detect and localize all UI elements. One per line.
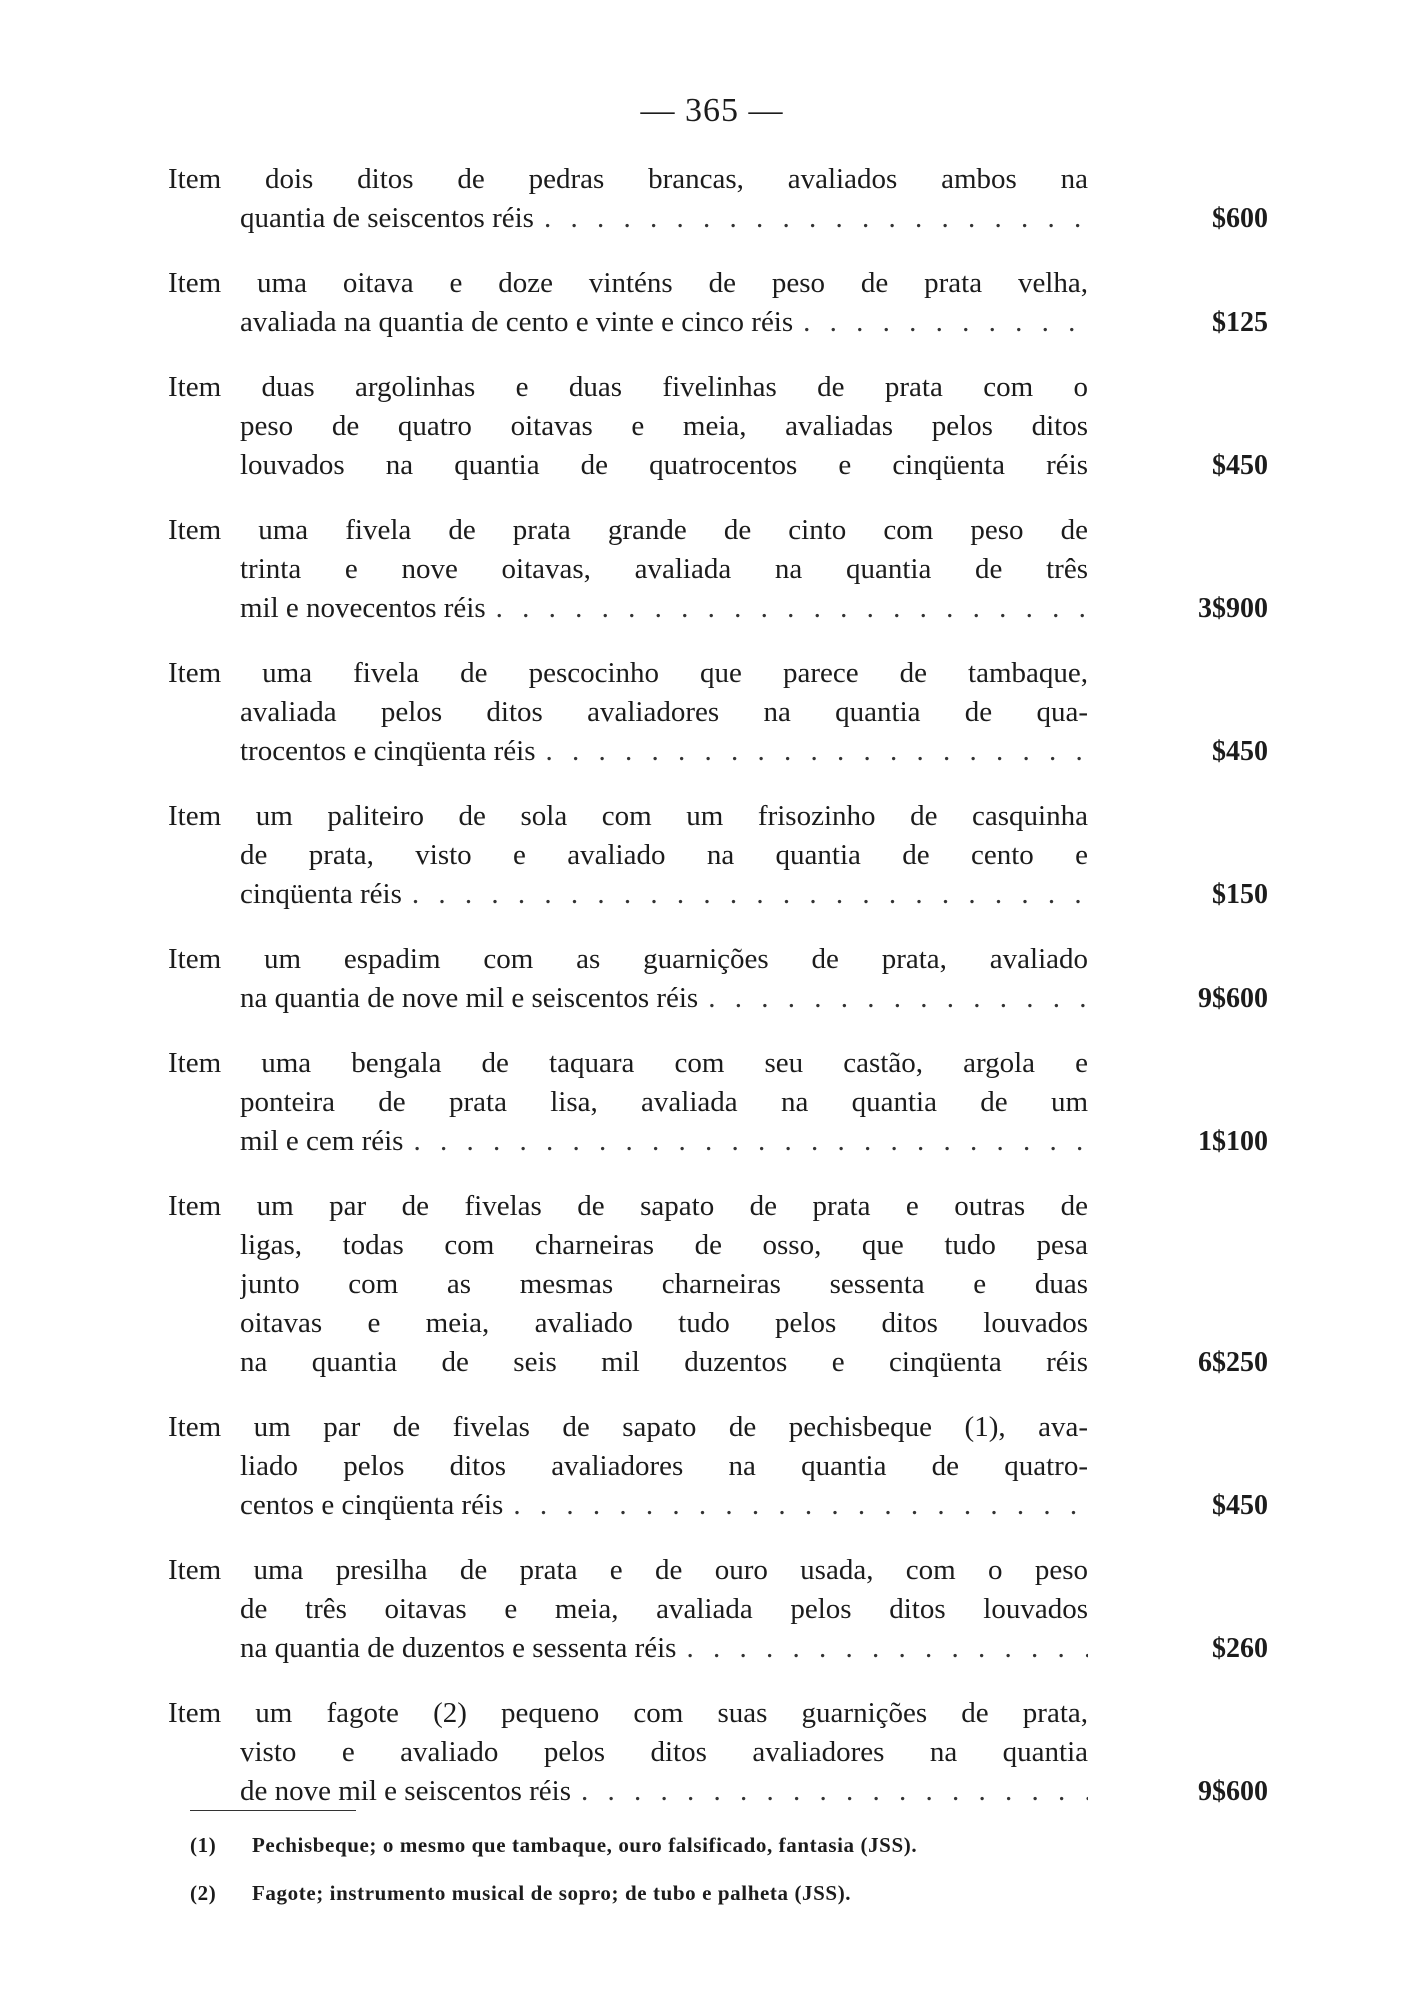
item-text: de prata, visto e avaliado na quantia de cento e xyxy=(240,839,1088,871)
item-text-line xyxy=(168,875,1088,914)
inventory-item xyxy=(168,1408,1268,1525)
item-text-line xyxy=(168,303,1088,342)
item-text-line xyxy=(168,1772,1088,1811)
item-amount: $125 xyxy=(1212,307,1268,338)
item-amount: 1$100 xyxy=(1198,1126,1268,1157)
footnote-divider xyxy=(190,1810,356,1811)
item-text: mil e cem réis xyxy=(240,1125,404,1157)
item-text-line xyxy=(168,1187,1088,1226)
item-description xyxy=(168,511,1088,628)
item-text-line xyxy=(168,1343,1088,1382)
dot-leader xyxy=(496,589,1088,628)
item-text-line xyxy=(168,589,1088,628)
item-amount: 3$900 xyxy=(1198,593,1268,624)
item-text: avaliada na quantia de cento e vinte e cinco réis xyxy=(240,306,794,338)
item-amount: $260 xyxy=(1212,1633,1268,1664)
item-text: Item uma fivela de prata grande de cinto com peso de xyxy=(168,514,1088,546)
item-text: trocentos e cinqüenta réis xyxy=(240,735,536,767)
item-text: ligas, todas com charneiras de osso, que tudo pesa xyxy=(240,1229,1088,1261)
item-text: Item um fagote (2) pequeno com suas guarnições de prata, xyxy=(168,1697,1088,1729)
item-amount: 6$250 xyxy=(1198,1347,1268,1378)
footnote-text: Fagote; instrumento musical de sopro; de tubo e palheta (JSS). xyxy=(252,1881,852,1905)
item-description xyxy=(168,1408,1088,1525)
item-text: Item uma fivela de pescocinho que parece de tambaque, xyxy=(168,657,1088,689)
item-text: louvados na quantia de quatrocentos e cinqüenta réis xyxy=(240,449,1088,481)
item-text-line xyxy=(168,160,1088,199)
item-text-line xyxy=(168,836,1088,875)
inventory-item xyxy=(168,1187,1268,1382)
item-text: de nove mil e seiscentos réis xyxy=(240,1775,571,1807)
item-text: Item dois ditos de pedras brancas, avaliados ambos na xyxy=(168,163,1088,195)
inventory-item xyxy=(168,511,1268,628)
item-description xyxy=(168,940,1088,1018)
item-description xyxy=(168,797,1088,914)
item-text: Item um espadim com as guarnições de prata, avaliado xyxy=(168,943,1088,975)
item-description xyxy=(168,654,1088,771)
footnote-marker: (1) xyxy=(190,1833,217,1857)
item-text: ponteira de prata lisa, avaliada na quantia de um xyxy=(240,1086,1088,1118)
item-text: Item uma bengala de taquara com seu castão, argola e xyxy=(168,1047,1088,1079)
item-text: junto com as mesmas charneiras sessenta e duas xyxy=(240,1268,1088,1300)
item-text: visto e avaliado pelos ditos avaliadores na quantia xyxy=(240,1736,1088,1768)
item-description xyxy=(168,1694,1088,1811)
item-text-line xyxy=(168,1486,1088,1525)
item-text-line xyxy=(168,1044,1088,1083)
item-text-line xyxy=(168,1551,1088,1590)
item-description xyxy=(168,264,1088,342)
inventory-item xyxy=(168,264,1268,342)
inventory-item xyxy=(168,797,1268,914)
item-text-line xyxy=(168,979,1088,1018)
item-text-line xyxy=(168,1226,1088,1265)
item-text-line xyxy=(168,368,1088,407)
item-text-line xyxy=(168,199,1088,238)
dot-leader xyxy=(581,1772,1088,1811)
item-amount: $450 xyxy=(1212,736,1268,767)
item-text-line xyxy=(168,1447,1088,1486)
item-amount: $450 xyxy=(1212,1490,1268,1521)
inventory-item xyxy=(168,1044,1268,1161)
dot-leader xyxy=(544,199,1088,238)
item-description xyxy=(168,1187,1088,1382)
item-text: Item um par de fivelas de sapato de prata e outras de xyxy=(168,1190,1088,1222)
page-number: — 365 — xyxy=(640,92,784,129)
inventory-item xyxy=(168,654,1268,771)
item-text-line xyxy=(168,1629,1088,1668)
item-text: liado pelos ditos avaliadores na quantia de quatro- xyxy=(240,1450,1088,1482)
item-text-line xyxy=(168,732,1088,771)
item-description xyxy=(168,1044,1088,1161)
dot-leader xyxy=(708,979,1088,1018)
dot-leader xyxy=(412,875,1088,914)
item-text-line xyxy=(168,446,1088,485)
item-text: Item um paliteiro de sola com um frisozinho de casquinha xyxy=(168,800,1088,832)
item-text: centos e cinqüenta réis xyxy=(240,1489,504,1521)
item-text: peso de quatro oitavas e meia, avaliadas pelos ditos xyxy=(240,410,1088,442)
item-text-line xyxy=(168,511,1088,550)
footnotes xyxy=(190,1830,1290,1926)
inventory-item xyxy=(168,1551,1268,1668)
item-text-line xyxy=(168,1694,1088,1733)
dot-leader xyxy=(413,1122,1088,1161)
item-text: de três oitavas e meia, avaliada pelos ditos louvados xyxy=(240,1593,1088,1625)
item-text-line xyxy=(168,407,1088,446)
item-amount: $150 xyxy=(1212,879,1268,910)
item-description xyxy=(168,160,1088,238)
dot-leader xyxy=(803,303,1088,342)
inventory-item xyxy=(168,160,1268,238)
inventory-item xyxy=(168,940,1268,1018)
inventory-entries xyxy=(168,160,1268,1837)
item-text: na quantia de nove mil e seiscentos réis xyxy=(240,982,699,1014)
inventory-item xyxy=(168,368,1268,485)
item-text-line xyxy=(168,797,1088,836)
item-text: oitavas e meia, avaliado tudo pelos ditos louvados xyxy=(240,1307,1088,1339)
item-text-line xyxy=(168,1590,1088,1629)
item-text-line xyxy=(168,1733,1088,1772)
item-text: trinta e nove oitavas, avaliada na quantia de três xyxy=(240,553,1088,585)
item-text: quantia de seiscentos réis xyxy=(240,202,534,234)
footnote xyxy=(190,1878,1290,1908)
item-text: avaliada pelos ditos avaliadores na quantia de qua- xyxy=(240,696,1088,728)
item-amount: 9$600 xyxy=(1198,983,1268,1014)
dot-leader xyxy=(513,1486,1088,1525)
item-text-line xyxy=(168,1122,1088,1161)
inventory-item xyxy=(168,1694,1268,1811)
footnote-text: Pechisbeque; o mesmo que tambaque, ouro falsificado, fantasia (JSS). xyxy=(252,1833,918,1857)
item-text: Item uma presilha de prata e de ouro usada, com o peso xyxy=(168,1554,1088,1586)
item-amount: $600 xyxy=(1212,203,1268,234)
item-amount: $450 xyxy=(1212,450,1268,481)
item-text: na quantia de seis mil duzentos e cinqüenta réis xyxy=(240,1346,1088,1378)
item-text: Item um par de fivelas de sapato de pechisbeque (1), ava- xyxy=(168,1411,1088,1443)
item-text-line xyxy=(168,1083,1088,1122)
item-text-line xyxy=(168,550,1088,589)
item-text: Item uma oitava e doze vinténs de peso de prata velha, xyxy=(168,267,1088,299)
item-text-line xyxy=(168,693,1088,732)
item-amount: 9$600 xyxy=(1198,1776,1268,1807)
item-text: Item duas argolinhas e duas fivelinhas de prata com o xyxy=(168,371,1088,403)
item-text-line xyxy=(168,940,1088,979)
dot-leader xyxy=(546,732,1088,771)
item-text: na quantia de duzentos e sessenta réis xyxy=(240,1632,677,1664)
footnote xyxy=(190,1830,1290,1860)
item-text-line xyxy=(168,654,1088,693)
item-text-line xyxy=(168,264,1088,303)
item-text: cinqüenta réis xyxy=(240,878,402,910)
item-text-line xyxy=(168,1304,1088,1343)
dot-leader xyxy=(686,1629,1088,1668)
item-text-line xyxy=(168,1265,1088,1304)
item-text-line xyxy=(168,1408,1088,1447)
item-description xyxy=(168,1551,1088,1668)
item-text: mil e novecentos réis xyxy=(240,592,486,624)
footnote-marker: (2) xyxy=(190,1881,217,1905)
item-description xyxy=(168,368,1088,485)
